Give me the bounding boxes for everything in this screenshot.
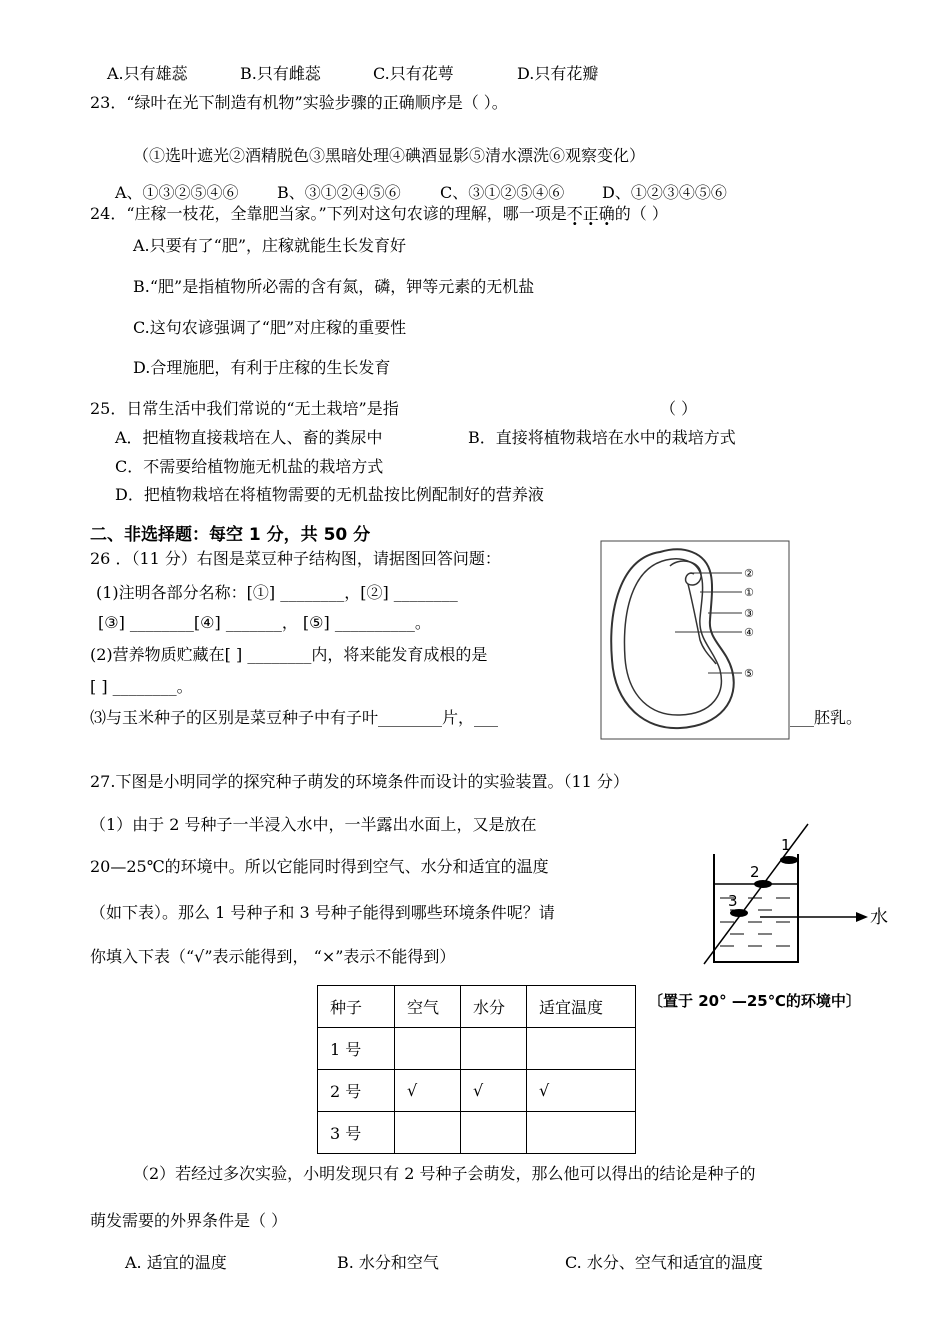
fig-label-4: ④ (744, 626, 754, 639)
fig-seed-2: 2 (750, 863, 760, 881)
q22-option-a: A.只有雄蕊 (107, 64, 188, 83)
q26-line-4: [ ] ________。 (90, 677, 193, 696)
q27-para-1: （1）由于 2 号种子一半浸入水中，一半露出水面上，又是放在 (90, 815, 537, 834)
q24-stem (90, 204, 668, 224)
q24-option-a: A.只要有了“肥”，庄稼就能生长发育好 (133, 236, 407, 255)
table-row (318, 1070, 636, 1112)
table-cell: √ (527, 1070, 636, 1112)
fig-water-label: 水 (870, 907, 888, 928)
table-cell[interactable] (395, 1112, 461, 1154)
q27-para-2: 20—25℃的环境中。所以它能同时得到空气、水分和适宜的温度 (90, 857, 549, 876)
table-row (318, 1028, 636, 1070)
q24-option-d: D.合理施肥，有利于庄稼的生长发育 (133, 358, 391, 377)
q23-option-b: B、③①②④⑤⑥ (277, 183, 401, 202)
q25-option-b: B．直接将植物栽培在水中的栽培方式 (468, 428, 736, 447)
q23-option-c: C、③①②⑤④⑥ (440, 183, 565, 202)
q26-stem: 26 ．（11 分）右图是菜豆种子结构图，请据图回答问题： (90, 549, 501, 568)
q27-para-5: （2）若经过多次实验，小明发现只有 2 号种子会萌发，那么他可以得出的结论是种子的 (133, 1164, 756, 1183)
q26-line-2: [③] ________[④] _______， [⑤] __________。 (98, 613, 431, 632)
q23-steps: （①选叶遮光②酒精脱色③黑暗处理④碘酒显影⑤清水漂洗⑥观察变化） (133, 146, 646, 165)
q22-option-b: B.只有雌蕊 (240, 64, 321, 83)
q27-option-a: A. 适宜的温度 (125, 1253, 227, 1272)
table-header-row (318, 986, 636, 1028)
table-cell[interactable] (461, 1028, 527, 1070)
fig-label-3: ③ (744, 607, 754, 620)
fig-label-2: ② (744, 567, 754, 580)
q25-option-d: D．把植物栽培在将植物需要的无机盐按比例配制好的营养液 (115, 485, 544, 504)
fig-seed-1: 1 (781, 836, 791, 854)
table-header-cell: 水分 (461, 986, 527, 1028)
q24-stem-pre: 24．“庄稼一枝花，全靠肥当家。”下列对这句农谚的理解，哪一项是 (90, 204, 567, 223)
table-cell: 3 号 (318, 1112, 395, 1154)
fig-label-5: ⑤ (744, 667, 754, 680)
q25-option-a: A．把植物直接栽培在人、畜的粪尿中 (115, 428, 383, 447)
q23-stem: 23．“绿叶在光下制造有机物”实验步骤的正确顺序是（ ）。 (90, 93, 508, 112)
table-cell: 2 号 (318, 1070, 395, 1112)
table-row (318, 1112, 636, 1154)
q24-option-c: C.这句农谚强调了“肥”对庄稼的重要性 (133, 318, 407, 337)
table-cell[interactable] (527, 1028, 636, 1070)
q24-emph-2: 正 (582, 204, 599, 223)
q27-option-b: B. 水分和空气 (337, 1253, 439, 1272)
q27-option-c: C. 水分、空气和适宜的温度 (565, 1253, 763, 1272)
seed-condition-table (317, 985, 636, 1154)
q26-line-5a: ⑶与玉米种子的区别是菜豆种子中有子叶________片，___ (90, 708, 499, 727)
section-2-title: 二、非选择题：每空 1 分，共 50 分 (90, 525, 371, 545)
table-cell[interactable] (527, 1112, 636, 1154)
table-header-cell: 种子 (318, 986, 395, 1028)
q24-emph-3: 确 (598, 204, 615, 223)
q26-line-3: (2)营养物质贮藏在[ ] ________内，将来能发育成根的是 (90, 645, 488, 664)
q22-option-d: D.只有花瓣 (517, 64, 599, 83)
q27-para-6: 萌发需要的外界条件是（ ） (90, 1211, 288, 1230)
q27-stem: 27.下图是小明同学的探究种子萌发的环境条件而设计的实验装置。（11 分） (90, 772, 629, 791)
table-header-cell: 空气 (395, 986, 461, 1028)
q26-line-1: (1)注明各部分名称：[①] ________，[②] ________ (96, 583, 458, 602)
q25-blank: （ ） (660, 399, 698, 418)
table-cell[interactable] (461, 1112, 527, 1154)
q24-option-b: B.“肥”是指植物所必需的含有氮，磷，钾等元素的无机盐 (133, 277, 535, 296)
q25-option-c: C．不需要给植物施无机盐的栽培方式 (115, 457, 384, 476)
table-cell: √ (461, 1070, 527, 1112)
q26-line-5b: ___胚乳。 (790, 708, 863, 727)
q24-stem-post: 的（ ） (614, 204, 668, 223)
table-cell: √ (395, 1070, 461, 1112)
beaker-caption: 〔置于 20° —25℃的环境中〕 (648, 992, 861, 1010)
fig-label-1: ① (744, 586, 754, 599)
q23-option-d: D、①②③④⑤⑥ (602, 183, 727, 202)
q24-emph-1: 不 (566, 204, 583, 223)
table-cell: 1 号 (318, 1028, 395, 1070)
q27-para-4: 你填入下表（“√”表示能得到， “×”表示不能得到） (90, 947, 456, 966)
q25-stem: 25．日常生活中我们常说的“无土栽培”是指 (90, 399, 399, 418)
fig-seed-3: 3 (728, 892, 738, 910)
q22-option-c: C.只有花萼 (373, 64, 454, 83)
q27-para-3: （如下表）。那么 1 号种子和 3 号种子能得到哪些环境条件呢？请 (90, 903, 555, 922)
bean-seed-figure (600, 540, 790, 740)
q23-option-a: A、①③②⑤④⑥ (115, 183, 239, 202)
table-cell[interactable] (395, 1028, 461, 1070)
beaker-figure (700, 820, 900, 970)
table-header-cell: 适宜温度 (527, 986, 636, 1028)
